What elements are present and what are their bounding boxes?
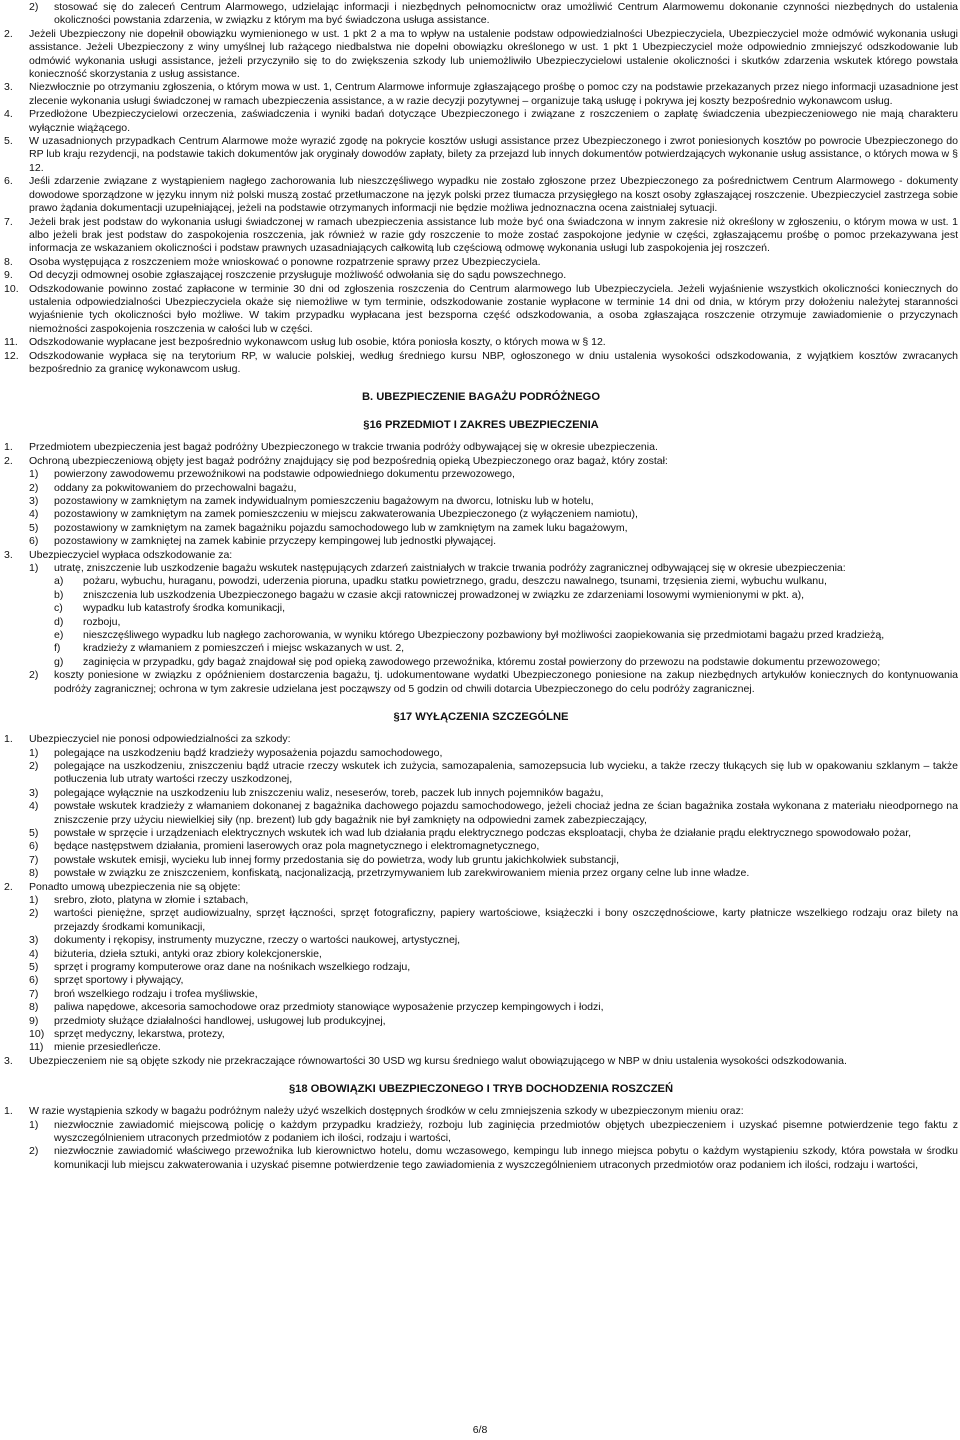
item-number: 9. [4,269,13,282]
list-item [4,948,958,961]
item-number: 2. [4,454,13,467]
item-number: a) [54,575,64,588]
item-number: 3. [4,81,13,94]
item-number: 4) [29,947,39,960]
list-item [4,867,958,880]
list-item [4,602,958,615]
item-number: g) [54,655,64,668]
list-item [4,1015,958,1028]
item-number: 2) [29,669,39,682]
item-number: 3) [29,934,39,947]
item-number: 1) [29,893,39,906]
item-text: Przedłożone Ubezpieczycielowi orzeczenia, zaświadczenia i wyniki badań dotyczące Ubezpieczonego i związane z roszczeniem o zapłatę świadczenia ubezpieczeniowego nie mają charakteru wyłącznie wiążącego. [29,108,958,134]
item-text: W uzasadnionych przypadkach Centrum Alarmowe może wyrazić zgodę na pokrycie kosztów usługi assistance przez Ubezpieczonego i zwrot poniesionych kosztów po powrocie Ubezpieczonego do RP lub kraju rezydencji, na podstawie takich dokumentów jak oryginały dowodów zapłaty, bilety za przejazd lub innych dokumentów potwierdzających wykonanie usług assistance, o których mowa w § 12. [29,135,958,174]
section-18-title: §18 OBOWIĄZKI UBEZPIECZONEGO I TRYB DOCHODZENIA ROSZCZEŃ [288,1083,674,1096]
list-item [4,840,958,853]
list-item [4,974,958,987]
item-text: polegające wyłącznie na uszkodzeniu lub zniszczeniu waliz, neseserów, toreb, paczek lub innych pojemników bagażu, [54,786,604,799]
list-item [4,256,958,269]
item-text: Odszkodowanie powinno zostać zapłacone w terminie 30 dni od zgłoszenia roszczenia do Centrum alarmowego lub Ubezpieczyciela. Jeżeli wyjaśnienie wszystkich okoliczności koniecznych do ustalenia odpowiedzialności Ubezpieczyciela okaże się niemożliwe w tym terminie, odszkodowanie zostanie wypłacone w terminie 14 dni od dnia, w którym przy dołożeniu należytej staranności wyjaśnienie tych okoliczności było możliwe. W takim przypadku wypłacana jest bezsporna część odszkodowania, a osoba zgłaszająca roszczenie otrzymuje zawiadomienie o przyczynach niemożności zaspokojenia roszczenia w całości lub w części. [29,282,958,335]
item-number: 2) [29,1,39,13]
item-text: zniszczenia lub uszkodzenia Ubezpieczonego bagażu w czasie akcji ratowniczej prowadzonej w związku ze zdarzeniami losowymi wymienionymi w pkt. a), [83,588,805,601]
item-text: Ponadto umową ubezpieczenia nie są objęte: [29,880,241,893]
list-item [4,934,958,947]
list-item [4,350,958,377]
item-number: 4) [29,508,39,521]
list-item [4,760,958,787]
item-number: 5) [29,826,39,839]
list-item [4,108,958,135]
item-text: niezwłocznie zawiadomić właściwego przewoźnika lub kierownictwo hotelu, domu wczasowego, kempingu lub innego miejsca pobytu o każdym wystąpieniu szkody, która powstała w środku komunikacji lub miejscu zakwaterowania i uzyskać pisemne potwierdzenie tego zawiadomienia z wyszczególnieniem utraconych przedmiotów oraz podaniem ich ilości, rodzaju i wartości, [54,1145,958,1171]
section-17-title: §17 WYŁĄCZENIA SZCZEGÓLNE [393,711,569,724]
item-number: 7) [29,853,39,866]
item-text: biżuteria, dzieła sztuki, antyki oraz zbiory kolekcjonerskie, [54,947,322,960]
item-text: oddany za pokwitowaniem do przechowalni bagażu, [54,481,297,494]
item-number: c) [54,602,63,615]
item-text: Od decyzji odmownej osobie zgłaszającej roszczenie przysługuje możliwość odwołania się do sądu powszechnego. [29,269,567,282]
list-item [4,522,958,535]
item-text: kradzieży z włamaniem z pomieszczeń i miejsc wskazanych w ust. 2, [83,642,405,655]
item-text: wartości pieniężne, sprzęt audiowizualny, sprzęt łączności, sprzęt fotograficzny, papiery wartościowe, książeczki i bony oszczędnościowe, karty płatnicze wszelkiego rodzaju oraz bilety na przejazdy środkami komunikacji, [54,907,958,933]
item-text: W razie wystąpienia szkody w bagażu podróżnym należy użyć wszelkich dostępnych środków w celu zmniejszenia szkody w ubezpieczonym mieniu oraz: [29,1105,744,1118]
item-number: 1) [29,562,39,575]
item-text: Niezwłocznie po otrzymaniu zgłoszenia, o którym mowa w ust. 1, Centrum Alarmowe informuje zgłaszającego prośbę o pomoc czy na podstawie przekazanych przez niego informacji uzasadnione jest zlecenie wykonania usługi świadczonej w ramach ubezpieczenia assistance, a w razie decyzji pozytywnej – organizuje taką usługę i pokrywa jej koszty bezpośrednio wykonawcom usług. [29,81,958,107]
item-number: 2. [4,880,13,893]
item-number: 9) [29,1014,39,1027]
list-item [4,562,958,575]
item-text: pozostawiony w zamkniętym na zamek indywidualnym pomieszczeniu bagażowym na dworcu, lotnisku lub w hotelu, [54,495,594,507]
list-item [4,1145,958,1172]
item-text: dokumenty i rękopisy, instrumenty muzyczne, rzeczy o wartości naukowej, artystycznej, [54,934,461,947]
item-number: 2) [29,759,39,772]
list-item [4,1041,958,1054]
list-item [4,656,958,669]
item-number: 4) [29,800,39,813]
list-item [4,441,958,454]
list-item [4,1028,958,1041]
item-number: 1) [29,1118,39,1131]
item-text: powstałe wskutek emisji, wycieku lub innej formy przedostania się do powietrza, wody lub gruntu jakichkolwiek substancji, [54,853,620,866]
list-item [4,827,958,840]
list-item [4,508,958,521]
item-number: 7. [4,215,13,228]
item-text: mienie przesiedleńcze. [54,1041,161,1054]
list-item [4,28,958,82]
item-number: 4. [4,108,13,121]
list-item [4,854,958,867]
item-text: utratę, zniszczenie lub uszkodzenie bagażu wskutek następujących zdarzeń zaistniałych w trakcie trwania podróży zagranicznej odbywającej się w okresie ubezpieczenia: [54,562,846,575]
list-item [4,175,958,215]
item-text: Jeśli zdarzenie związane z wystąpieniem nagłego zachorowania lub nieszczęśliwego wypadku nie zostało zgłoszone przez Ubezpieczonego za pośrednictwem Centrum Alarmowego - dokumenty dowodowe sporządzone w języku innym niż polski muszą zostać przetłumaczone na język polski przez tłumacza przysięgłego na koszt osoby zgłaszającej roszczenie. Ubezpieczyciel zastrzega sobie prawo żądania dokumentacji uzupełniającej, jeżeli na podstawie otrzymanych informacji nie będzie możliwa jednoznaczna ocena zaistniałej sytuacji. [29,175,958,215]
item-text: Ochroną ubezpieczeniową objęty jest bagaż podróżny znajdujący się pod bezpośrednią opieką Ubezpieczonego oraz bagaż, który został: [29,454,668,467]
item-number: 6. [4,175,13,188]
item-text: pozostawiony w zamkniętym na zamek bagażniku pojazdu samochodowego lub w zamkniętym na zamek luku bagażowym, [54,521,628,534]
list-item [4,669,958,696]
list-item [4,495,958,508]
item-text: będące następstwem działania, promieni laserowych oraz pola magnetycznego i elektromagnetycznego, [54,840,540,853]
item-text: broń wszelkiego rodzaju i trofea myśliwskie, [54,987,258,1000]
list-item [4,1055,958,1068]
item-text: Odszkodowanie wypłacane jest bezpośrednio wykonawcom usług lub osobie, która poniosła koszty, o których mowa w § 12. [29,336,606,349]
item-number: 3. [4,548,13,561]
item-text: niezwłocznie zawiadomić miejscową policję o każdym przypadku kradzieży, rozboju lub zaginięcia przedmiotów objętych ubezpieczeniem i uzyskać pisemne potwierdzenie tego faktu z wyszczególnieniem utraconych przedmiotów z podaniem ich ilości, rodzaju i wartości, [54,1118,958,1145]
item-text: polegające na uszkodzeniu, zniszczeniu bądź utracie rzeczy wskutek ich zużycia, samozapalenia, samozepsucia lub wycieku, a także rzeczy tłukących się lub w opakowaniu szklanym – także potłuczenia lub utraty wartości rzeczy uszkodzonej, [54,759,958,786]
item-number: f) [54,642,61,655]
list-item [4,1,958,28]
item-text: srebro, złoto, platyna w złomie i sztabach, [54,893,249,906]
item-text: Przedmiotem ubezpieczenia jest bagaż podróżny Ubezpieczonego w trakcie trwania podróży odbywającej się w okresie ubezpieczenia. [29,441,658,454]
page-number: 6/8 [472,1424,488,1436]
list-item [4,787,958,800]
item-text: Ubezpieczyciel nie ponosi odpowiedzialności za szkody: [29,733,291,746]
list-item [4,1105,958,1118]
item-number: 3) [29,495,39,507]
item-text: powierzony zawodowemu przewoźnikowi na podstawie odpowiedniego dokumentu przewozowego, [54,468,515,481]
item-text: Ubezpieczeniem nie są objęte szkody nie przekraczające równowartości 30 USD wg kursu średniego walut obowiązującego w NBP w dniu ustalenia wysokości odszkodowania. [29,1054,847,1067]
item-number: 1) [29,468,39,481]
item-number: 8. [4,255,13,268]
section-18-list [4,1105,958,1172]
item-text: przedmioty służące działalności handlowej, usługowej lub produkcyjnej, [54,1014,386,1027]
item-text: Odszkodowanie wypłaca się na terytorium RP, w walucie polskiej, według średniego kursu NBP, ogłoszonego w dniu ustalenia wysokości odszkodowania, z wyjątkiem kosztów zwracanych bezpośrednio za granicę wykonawcom usług. [29,349,958,375]
item-number: e) [54,629,64,642]
item-number: 2. [4,27,13,40]
list-item [4,336,958,349]
item-text: pożaru, wybuchu, huraganu, powodzi, uderzenia pioruna, upadku statku powietrznego, gradu, deszczu nawalnego, tsunami, trzęsienia ziemi, wybuchu wulkanu, [83,575,827,588]
item-number: 1. [4,1105,13,1118]
item-text: polegające na uszkodzeniu bądź kradzieży wyposażenia pojazdu samochodowego, [54,746,443,759]
list-item [4,535,958,548]
section-16-list [4,441,958,696]
intro-list [4,1,958,376]
item-number: 6) [29,840,39,853]
list-item [4,81,958,108]
list-item [4,894,958,907]
list-item [4,616,958,629]
item-text: paliwa napędowe, akcesoria samochodowe oraz przedmioty stanowiące wyposażenie przyczep kempingowych i łodzi, [54,1001,604,1014]
item-text: rozboju, [83,615,121,628]
item-text: sprzęt sportowy i pływający, [54,974,184,987]
item-text: powstałe w sprzęcie i urządzeniach elektrycznych wskutek ich wad lub działania prądu elektrycznego podczas eksploatacji, chyba że działanie prądu elektrycznego spowodowało pożar, [54,826,912,839]
item-number: 6) [29,974,39,987]
list-item [4,881,958,894]
item-text: zaginięcia w przypadku, gdy bagaż znajdował się pod opieką zawodowego przewoźnika, któremu został powierzony do przewozu na podstawie dokumentu przewozowego; [83,655,881,668]
section-17-list [4,733,958,1068]
list-item [4,800,958,827]
item-number: 5. [4,135,13,148]
list-item [4,549,958,562]
list-item [4,629,958,642]
item-number: 5) [29,961,39,973]
list-item [4,269,958,282]
item-number: 3) [29,786,39,799]
list-item [4,589,958,602]
section-16-title: §16 PRZEDMIOT I ZAKRES UBEZPIECZENIA [363,419,599,432]
item-number: 11. [4,336,18,349]
list-item [4,961,958,974]
item-number: 1. [4,441,13,454]
item-number: 2) [29,481,39,494]
list-item [4,455,958,468]
document-body [4,1,958,1172]
item-number: 1. [4,733,13,746]
item-text: pozostawiony w zamkniętej na zamek kabinie przyczepy kempingowej lub jednostki pływającej. [54,535,496,548]
list-item [4,988,958,1001]
item-number: 10) [29,1028,45,1041]
list-item [4,135,958,175]
item-number: 11) [29,1041,44,1054]
item-number: 3. [4,1054,13,1067]
item-text: sprzęt medyczny, lekarstwa, protezy, [54,1028,225,1041]
item-number: 7) [29,987,39,1000]
item-text: Jeżeli brak jest podstaw do wykonania usługi świadczonej w ramach ubezpieczenia assistance lub może być ona świadczona w innym zakresie niż określony w zgłoszeniu, o którym mowa w ust. 1 albo jeżeli brak jest podstaw do zaspokojenia roszczenia, jak również w razie gdy roszczenie to może zostać zaspokojone jedynie w części, zgłaszającemu prośbę o pomoc przekazywana jest informacja ze wskazaniem okoliczności i podstaw prawnych uzasadniających całkowitą lub częściową odmowę wykonania usługi lub zaspokojenia jej roszczeń. [29,215,958,255]
list-item [4,907,958,934]
item-number: 2) [29,1145,39,1158]
item-number: d) [54,615,64,628]
item-number: 12. [4,349,19,362]
list-item [4,642,958,655]
list-item [4,1001,958,1014]
item-number: b) [54,588,64,601]
item-text: pozostawiony w zamkniętym na zamek pomieszczeniu w miejscu zakwaterowania Ubezpieczonego (z wyłączeniem namiotu), [54,508,638,521]
item-text: nieszczęśliwego wypadku lub nagłego zachorowania, w wyniku którego Ubezpieczony pozbawiony był możliwości zaopiekowania się przedmiotami bagażu przed kradzieżą, [83,629,885,642]
item-number: 8) [29,867,39,880]
item-text: wypadku lub katastrofy środka komunikacji, [83,602,285,615]
item-text: koszty poniesione w związku z opóźnieniem dostarczenia bagażu, tj. udokumentowane wydatki Ubezpieczonego poniesione na zakup niezbędnych artykułów koniecznych do kontynuowania podróży zagranicznej; ochrona w tym zakresie udzielana jest począwszy od 5 godzin od chwili dotarcia Ubezpieczonego do celu podróży zagranicznej. [54,669,958,695]
item-text: Jeżeli Ubezpieczony nie dopełnił obowiązku wymienionego w ust. 1 pkt 2 a ma to wpływ na ustalenie podstaw odpowiedzialności Ubezpieczyciela, Ubezpieczyciel może odmówić wykonania usługi assistance. Jeżeli Ubezpieczony z winy umyślnej lub rażącego niedbalstwa nie dopełni obowiązku określonego w ust. 1 pkt 1 Ubezpieczyciel może odpowiednio zmniejszyć odszkodowanie lub odmówić wykonania usługi assistance, jeżeli przyczyniło się to do zwiększenia szkody lub uniemożliwiło Ubezpieczycielowi ustalenie okoliczności i skutków zdarzenia wskutek którego powstała konieczność skorzystania z usług assistance. [29,27,958,81]
list-item [4,216,958,256]
list-item [4,482,958,495]
item-number: 2) [29,907,39,920]
item-number: 6) [29,535,39,548]
item-text: Ubezpieczyciel wypłaca odszkodowanie za: [29,548,233,561]
item-text: Osoba występująca z roszczeniem może wnioskować o ponowne rozpatrzenie sprawy przez Ubezpieczyciela. [29,255,541,268]
item-number: 1) [29,746,39,759]
list-item [4,1119,958,1146]
list-item [4,733,958,746]
item-number: 8) [29,1001,39,1014]
item-text: powstałe wskutek kradzieży z włamaniem dokonanej z bagażnika dachowego pojazdu samochodowego, jeżeli chociaż jedna ze ścian bagażnika została wykonana z materiału nieodpornego na zniszczenie przy użyciu niewielkiej siły (np. brezent) lub gdy bagażnik nie był zamknięty na odpowiedni zamek zabezpieczający, [54,800,958,826]
item-text: powstałe w związku ze zniszczeniem, konfiskatą, nacjonalizacją, przetrzymywaniem lub zarekwirowaniem mienia przez organy celne lub inne władze. [54,867,750,880]
section-title: B. UBEZPIECZENIE BAGAŻU PODRÓŻNEGO [362,391,600,404]
list-item [4,468,958,481]
item-text: stosować się do zaleceń Centrum Alarmowego, udzielając informacji i niezbędnych pełnomocnictw oraz umożliwić Centrum Alarmowemu dokonanie czynności niezbędnych do ustalenia okoliczności powstania zdarzenia, w związku z którym ma być świadczona usługa assistance. [54,1,958,27]
list-item [4,283,958,337]
item-text: sprzęt i programy komputerowe oraz dane na nośnikach wszelkiego rodzaju, [54,961,411,973]
item-number: 10. [4,282,19,295]
list-item [4,747,958,760]
list-item [4,575,958,588]
item-number: 5) [29,521,39,534]
